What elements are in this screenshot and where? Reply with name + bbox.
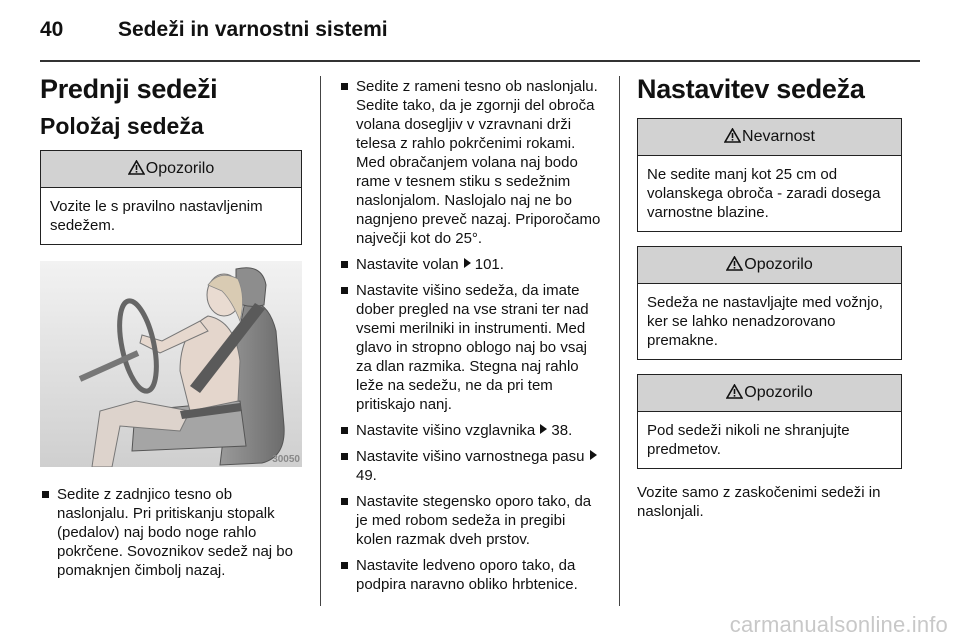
list-item: Sedite z zadnjico tesno ob naslonjalu. Pri pritiskanju stopalk (pedalov) naj bodo noge rahlo pokrčene. Sovoznikov sedež naj bo pomaknjen čimbolj nazaj. <box>40 485 302 580</box>
warning-box-header <box>638 375 901 412</box>
list-item: Nastavite stegensko oporo tako, da je med robom sedeža in pregibi kolen razmak dveh prstov. <box>339 492 605 549</box>
warning-triangle-icon <box>726 256 743 271</box>
section-heading: Prednji sedeži <box>40 74 218 104</box>
instruction-list <box>40 485 302 580</box>
list-item: Nastavite ledveno oporo tako, da podpira naravno obliko hrbtenice. <box>339 556 605 594</box>
list-item-text: Nastavite volan <box>356 256 459 273</box>
warning-triangle-icon <box>724 128 741 143</box>
warning-body: Sedeža ne nastavljajte med vožnjo, ker se lahko nenadzorovano premakne. <box>647 294 883 349</box>
warning-title: Opozorilo <box>744 256 813 273</box>
warning-box <box>637 374 902 469</box>
list-item: Sedite z rameni tesno ob naslonjalu. Sedite tako, da je zgornji del obroča volana dosegljiv v vzravnani drži telesa z rahlo pokrčenimi rokami. Med obračanjem volana naj bodo rame v tesnem stiku s sedežnim naslonjalom. Naslojalo naj ne bo nagnjeno preveč nazaj. Priporočamo največji kot do 25°. <box>339 77 605 248</box>
page-reference[interactable]: 49. <box>356 467 377 484</box>
list-item-text: Nastavite višino vzglavnika <box>356 422 536 439</box>
instruction-list <box>339 77 605 594</box>
danger-box-header <box>638 119 901 156</box>
warning-title: Opozorilo <box>145 160 215 177</box>
warning-body: Pod sedeži nikoli ne shranjujte predmetov. <box>647 422 850 458</box>
warning-triangle-icon <box>128 160 145 175</box>
page-number: 40 <box>40 18 64 41</box>
danger-title: Nevarnost <box>742 128 815 145</box>
warning-body: Vozite le s pravilno nastavljenim sedežem. <box>50 198 263 234</box>
watermark: carmanualsonline.info <box>729 612 948 637</box>
danger-body: Ne sedite manj kot 25 cm od volanskega obroča - zaradi dosega varnostne blazine. <box>647 166 881 221</box>
section-heading: Nastavitev sedeža <box>637 74 865 104</box>
warning-box <box>637 246 902 360</box>
column-divider-2 <box>619 76 620 606</box>
page-reference[interactable]: 38. <box>551 422 573 439</box>
seating-position-illustration <box>40 261 302 467</box>
warning-title: Opozorilo <box>744 384 813 401</box>
column-right <box>637 72 902 521</box>
page-reference-arrow-icon <box>590 450 597 460</box>
column-left <box>40 72 302 587</box>
warning-triangle-icon <box>726 384 743 399</box>
column-middle <box>339 77 605 601</box>
warning-box-header <box>41 151 301 188</box>
list-item-text: Nastavite višino varnostnega pasu <box>356 448 585 465</box>
page-reference-arrow-icon <box>540 424 547 434</box>
header-rule <box>40 60 920 62</box>
running-title: Sedeži in varnostni sistemi <box>118 18 388 41</box>
warning-box <box>40 150 302 245</box>
list-item <box>339 255 605 274</box>
driver-seat-drawing <box>40 261 302 467</box>
list-item <box>339 421 605 440</box>
note-text: Vozite samo z zaskočenimi sedeži in naslonjali. <box>637 484 881 520</box>
figure-number: 30050 <box>272 454 300 465</box>
subsection-heading: Položaj sedeža <box>40 113 204 139</box>
list-item <box>339 447 605 485</box>
warning-box-header <box>638 247 901 284</box>
column-divider-1 <box>320 76 321 606</box>
page-reference-arrow-icon <box>464 258 471 268</box>
list-item: Nastavite višino sedeža, da imate dober pregled na vse strani ter nad vsemi merilniki in instrumenti. Med glavo in stropno oblogo naj bo vsaj za dlan razmika. Stegna naj rahlo leže na sedežu, ne da pri tem pritiskajo nanj. <box>339 281 605 414</box>
page-reference[interactable]: 101. <box>474 256 504 273</box>
page-header <box>40 18 920 58</box>
danger-box <box>637 118 902 232</box>
